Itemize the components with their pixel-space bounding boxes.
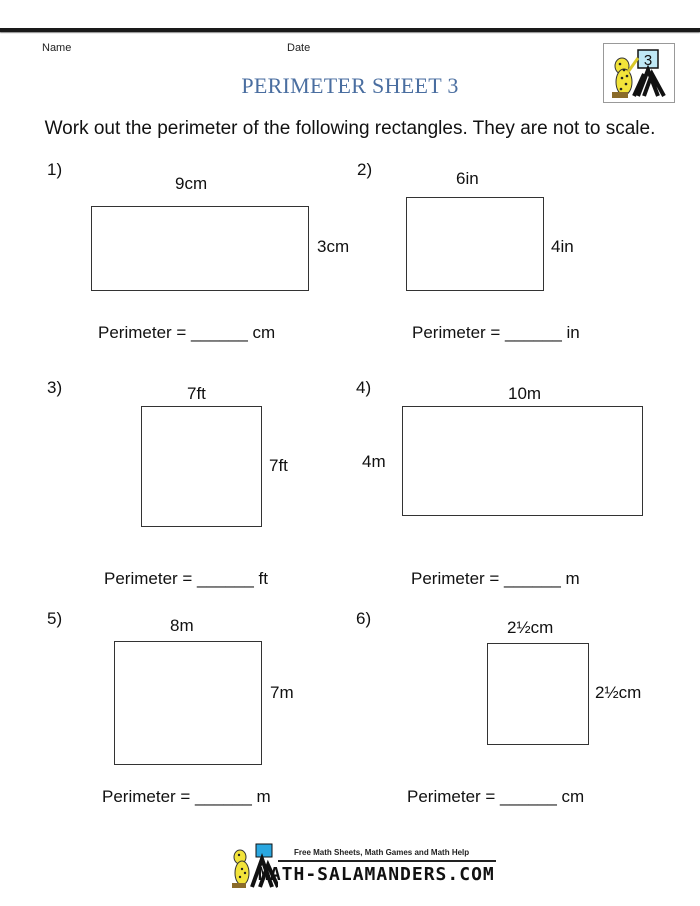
problem-6-perimeter[interactable]: Perimeter = ______ cm: [407, 787, 585, 806]
footer-tagline: Free Math Sheets, Math Games and Math Help: [294, 848, 470, 857]
problem-1-rectangle: [91, 206, 309, 291]
problem-2-top-label: 6in: [456, 169, 479, 188]
problem-1-side-label: 3cm: [317, 237, 350, 256]
problem-6-rectangle: [487, 643, 589, 745]
problem-2-number: 2): [357, 160, 373, 179]
footer-divider: [278, 860, 496, 862]
problem-5-side-label: 7m: [270, 683, 294, 702]
top-rule: [0, 28, 700, 32]
problem-3-number: 3): [47, 378, 63, 397]
problem-2-rectangle: [406, 197, 544, 291]
svg-text:3: 3: [643, 52, 653, 69]
problem-4-number: 4): [356, 378, 372, 397]
date-label: Date: [287, 42, 311, 54]
problem-1-top-label: 9cm: [175, 174, 208, 193]
problem-5-rectangle: [114, 641, 262, 765]
problem-4-perimeter[interactable]: Perimeter = ______ m: [411, 569, 580, 588]
problem-3-side-label: 7ft: [269, 456, 288, 475]
problem-3-perimeter[interactable]: Perimeter = ______ ft: [104, 569, 268, 588]
name-label: Name: [42, 42, 72, 54]
page-title: PERIMETER SHEET 3: [241, 73, 459, 98]
salamander-logo: [603, 43, 675, 103]
problem-4-top-label: 10m: [508, 384, 542, 403]
problem-4-rectangle: [402, 406, 643, 516]
salamander-easel-icon: [604, 44, 674, 102]
problem-4-side-label: 4m: [362, 452, 386, 471]
problem-6-number: 6): [356, 609, 372, 628]
instructions: Work out the perimeter of the following rectangles. They are not to scale.: [44, 118, 656, 139]
problem-5-perimeter[interactable]: Perimeter = ______ m: [102, 787, 271, 806]
problem-6-side-label: 2½cm: [595, 683, 642, 702]
problem-6-top-label: 2½cm: [507, 618, 554, 637]
problem-1-perimeter[interactable]: Perimeter = ______ cm: [98, 323, 276, 342]
footer-brand-link[interactable]: MATH-SALAMANDERS.COM: [258, 864, 495, 885]
problem-2-side-label: 4in: [551, 237, 574, 256]
problem-3-rectangle: [141, 406, 262, 527]
problem-2-perimeter[interactable]: Perimeter = ______ in: [412, 323, 580, 342]
problem-5-number: 5): [47, 609, 63, 628]
problem-3-top-label: 7ft: [187, 384, 206, 403]
problem-5-top-label: 8m: [170, 616, 194, 635]
problem-1-number: 1): [47, 160, 63, 179]
